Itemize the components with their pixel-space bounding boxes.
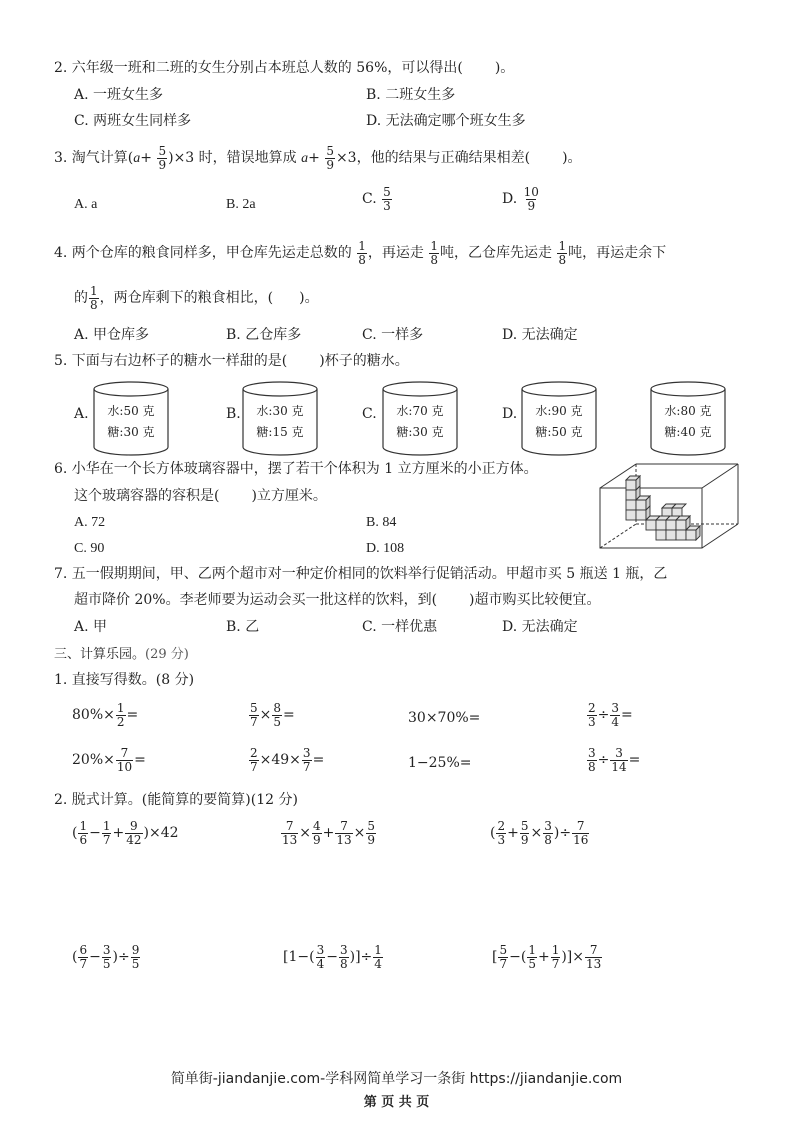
q6-stem-line1: 6. 小华在一个长方体玻璃容器中，摆了若干个体积为 1 立方厘米的小正方体。 [54, 461, 538, 477]
unit-cubes [626, 476, 700, 540]
expr-6: [ $\frac{5}{7}$ −( $\frac{1}{5}$ + $\frac{1}{7}$ )]× $\frac{7}{13}$ [492, 943, 602, 971]
q4-option-b: B. 乙仓库多 [226, 327, 302, 343]
q4-stem-line1: 4. 两个仓库的粮食同样多，甲仓库先运走总数的 $\frac{1}{8}$ ，再运走 $\frac{1}{8}$ 吨，乙仓库先运走 $\frac{1}{8}$ 吨，再运走余下 [54, 239, 667, 267]
q4-option-a: A. 甲仓库多 [74, 327, 150, 343]
calc-r1c4: $\frac{2}{3}$ ÷ $\frac{3}{4}$ = [588, 701, 633, 729]
expr-5: [1−( $\frac{3}{4}$ − $\frac{3}{8}$ )]÷ $\frac{1}{4}$ [283, 943, 382, 971]
q6-option-c: C. 90 [74, 541, 105, 556]
q6-option-d: D. 108 [366, 541, 405, 556]
calc-r2c4: $\frac{3}{8}$ ÷ $\frac{3}{14}$ = [588, 746, 641, 774]
cup-d: 水:90 克 糖:50 克 [520, 380, 598, 458]
section-3-title: 三、计算乐园。(29 分) [54, 647, 189, 662]
cup-d-label: D. [502, 406, 518, 422]
calc-r2c3: 1−25%= [408, 755, 472, 771]
calc-r1c2: $\frac{5}{7}$ × $\frac{8}{5}$ = [250, 701, 295, 729]
q2-option-a: A. 一班女生多 [74, 87, 164, 103]
q7-option-a: A. 甲 [74, 619, 108, 635]
expr-4: ( $\frac{6}{7}$ − $\frac{3}{5}$ )÷ $\frac{9}{5}$ [72, 943, 140, 971]
cup-c: 水:70 克 糖:30 克 [381, 380, 459, 458]
q6-option-b: B. 84 [366, 515, 397, 530]
q7-option-b: B. 乙 [226, 619, 260, 635]
q3-stem: 3. 淘气计算(a+ $\frac{5}{9}$ )×3 时，错误地算成 a+ $\frac{5}{9}$ ×3，他的结果与正确结果相差( )。 [54, 144, 582, 172]
q3-fraction-5-9-b: $\frac{5}{9}$ [326, 144, 334, 172]
calc-r2c2: $\frac{2}{7}$ ×49× $\frac{3}{7}$ = [250, 746, 325, 774]
q5-stem: 5. 下面与右边杯子的糖水一样甜的是( )杯子的糖水。 [54, 353, 409, 369]
q3-fraction-5-9: $\frac{5}{9}$ [158, 144, 167, 172]
cup-c-label: C. [362, 406, 377, 422]
footer-page-number: 第 页 共 页 [363, 1095, 430, 1110]
glass-container-figure [596, 460, 742, 552]
q7-stem-line2: 超市降价 20%。李老师要为运动会买一批这样的饮料，到( )超市购买比较便宜。 [74, 592, 601, 608]
q3-option-b: B. 2a [226, 197, 256, 212]
q7-option-d: D. 无法确定 [502, 619, 578, 635]
q3-option-d: D. $\frac{10}{9}$ [502, 185, 539, 213]
q4-option-c: C. 一样多 [362, 327, 424, 343]
calc-r2c1: 20%× $\frac{7}{10}$ = [72, 746, 146, 774]
footer-watermark: 简单街-jiandanjie.com-学科网简单学习一条街 https://jiandanjie.com [170, 1071, 623, 1087]
cup-a: 水:50 克 糖:30 克 [92, 380, 170, 458]
part1-title: 1. 直接写得数。(8 分) [54, 672, 195, 688]
q4-option-d: D. 无法确定 [502, 327, 578, 343]
q6-option-a: A. 72 [74, 515, 106, 530]
cup-a-label: A. [74, 406, 89, 422]
q4-stem-line2: 的 $\frac{1}{8}$ ，两仓库剩下的粮食相比，( )。 [74, 284, 319, 312]
q3-option-a: A. a [74, 197, 98, 212]
q2-option-b: B. 二班女生多 [366, 87, 456, 103]
expr-1: ( $\frac{1}{6}$ − $\frac{1}{7}$ + $\frac{9}{42}$ )×42 [72, 819, 179, 847]
q7-stem-line1: 7. 五一假期期间，甲、乙两个超市对一种定价相同的饮料举行促销活动。甲超市买 5 瓶送 1 瓶，乙 [54, 566, 668, 582]
calc-r1c1: 80%× $\frac{1}{2}$ = [72, 701, 139, 729]
expr-3: ( $\frac{2}{3}$ + $\frac{5}{9}$ × $\frac{3}{8}$ )÷ $\frac{7}{16}$ [490, 819, 589, 847]
q7-option-c: C. 一样优惠 [362, 619, 438, 635]
cup-reference: 水:80 克 糖:40 克 [649, 380, 727, 458]
q3-option-c: C. $\frac{5}{3}$ [362, 185, 391, 213]
q2-stem: 2. 六年级一班和二班的女生分别占本班总人数的 56%，可以得出( )。 [54, 60, 515, 76]
calc-r1c3: 30×70%= [408, 710, 481, 726]
cup-b: 水:30 克 糖:15 克 [241, 380, 319, 458]
q2-option-d: D. 无法确定哪个班女生多 [366, 113, 526, 129]
part2-title: 2. 脱式计算。(能简算的要简算)(12 分) [54, 792, 298, 808]
cup-b-label: B. [226, 406, 241, 422]
q2-option-c: C. 两班女生同样多 [74, 113, 192, 129]
expr-2: $\frac{7}{13}$ × $\frac{4}{9}$ + $\frac{7}{13}$ × $\frac{5}{9}$ [282, 819, 376, 847]
q6-stem-line2: 这个玻璃容器的容积是( )立方厘米。 [74, 488, 327, 504]
